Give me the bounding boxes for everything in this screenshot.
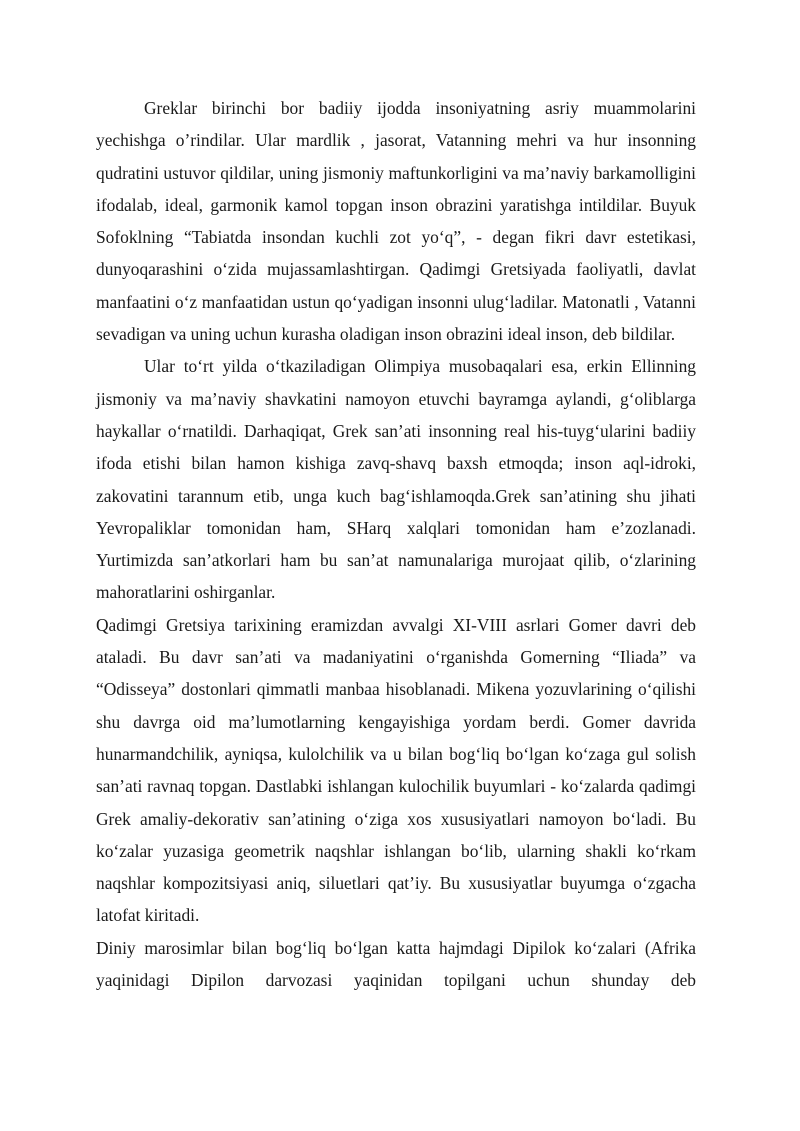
paragraph-dipylon-vases: Diniy marosimlar bilan bog‘liq bo‘lgan katta hajmdagi Dipilok ko‘zalari (Afrika yaqinidagi Dipilon darvozasi yaqinidan topilgani uchun shunday deb	[96, 937, 696, 991]
document-page	[96, 92, 696, 996]
paragraph-greek-ideals: Greklar birinchi bor badiiy ijodda insoniyatning asriy muammolarini yechishga o’rindilar. Ular mardlik , jasorat, Vatanning mehri va hur insonning qudratini ustuvor qildilar, uning jismoniy maftunkorligini va ma’naviy barkamolligini ifodalab, ideal, garmonik kamol topgan inson obrazini yaratishga intildilar. Buyuk Sofoklning “Tabiatda insondan kuchli zot yo‘q”, - degan fikri davr estetikasi, dunyoqarashini o‘zida mujassamlashtirgan. Qadimgi Gretsiyada faoliyatli, davlat manfaatini o‘z manfaatidan ustun qo‘yadigan insonni ulug‘ladilar. Matonatli , Vatanni sevadigan va uning uchun kurasha oladigan inson obrazini ideal inson, deb bildilar.	[96, 98, 696, 345]
paragraph-olympic-games: Ular to‘rt yilda o‘tkaziladigan Olimpiya musobaqalari esa, erkin Ellinning jismoniy va ma’naviy shavkatini namoyon etuvchi bayramga aylandi, g‘oliblarga haykallar o‘rnatildi. Darhaqiqat, Grek san’ati insonning real his-tuyg‘ularini badiiy ifoda etishi bilan hamon kishiga zavq-shavq baxsh etmoqda; inson aql-idroki, zakovatini tarannum etib, unga kuch bag‘ishlamoqda.Grek san’atining shu jihati Yevropaliklar tomonidan ham, SHarq xalqlari tomonidan ham e’zozlanadi. Yurtimizda san’atkorlari ham bu san’at namunalariga murojaat qilib, o‘zlarining mahoratlarini oshirganlar.	[96, 356, 696, 603]
paragraph-homer-period: Qadimgi Gretsiya tarixining eramizdan avvalgi XI-VIII asrlari Gomer davri deb ataladi. Bu davr san’ati va madaniyatini o‘rganishda Gomerning “Iliada” va “Odisseya” dostonlari qimmatli manbaa hisoblanadi. Mikena yozuvlarining o‘qilishi shu davrga oid ma’lumotlarning kengayishiga yordam berdi. Gomer davrida hunarmandchilik, ayniqsa, kulolchilik va u bilan bog‘liq bo‘lgan ko‘zaga gul solish san’ati ravnaq topgan. Dastlabki ishlangan kulochilik buyumlari - ko‘zalarda qadimgi Grek amaliy-dekorativ san’atining o‘ziga xos xususiyatlari namoyon bo‘ladi. Bu ko‘zalar yuzasiga geometrik naqshlar ishlangan bo‘lib, ularning shakli ko‘rkam naqshlar kompozitsiyasi aniq, siluetlari qat’iy. Bu xususiyatlar buyumga o‘zgacha latofat kiritadi.	[96, 614, 696, 926]
